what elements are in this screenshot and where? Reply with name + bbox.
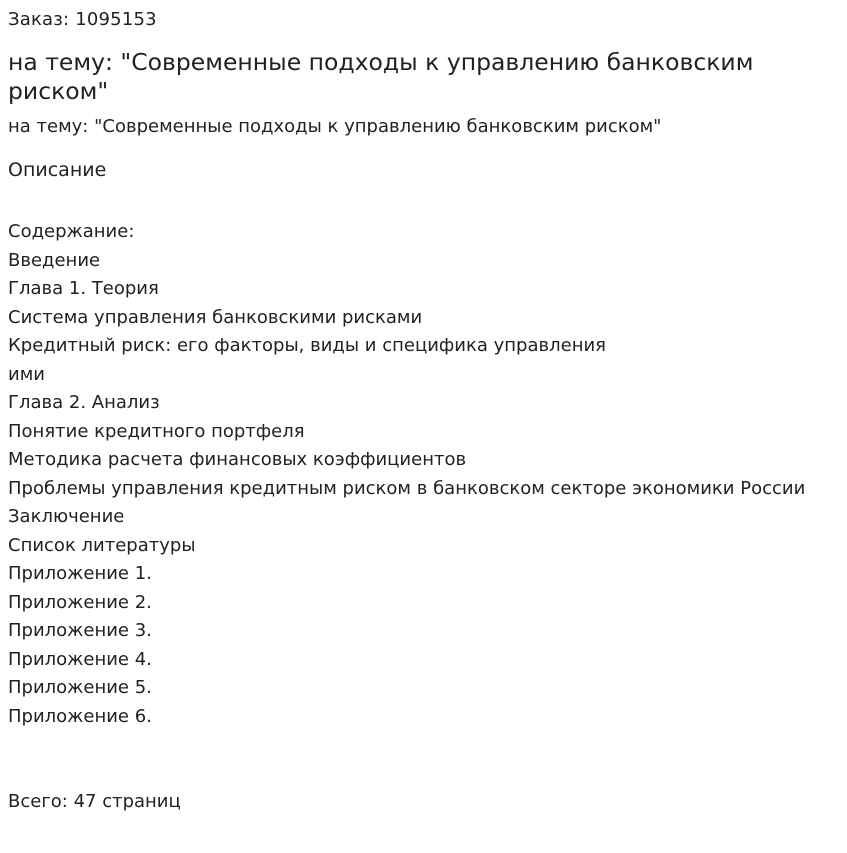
total-pages: Всего: 47 страниц	[8, 791, 181, 812]
contents-item-appendix-6: Приложение 6.	[8, 705, 152, 727]
contents-item-appendix-3: Приложение 3.	[8, 620, 152, 641]
contents-item-credit-risk: Кредитный риск: его факторы, виды и специфика управления ими	[8, 335, 606, 385]
contents-item-risk-management-system: Система управления банковскими рисками	[8, 306, 423, 328]
contents-item-appendix-2: Приложение 2.	[8, 591, 152, 613]
contents-item-chapter-2: Глава 2. Анализ	[8, 392, 160, 413]
contents-item-introduction: Введение	[8, 249, 101, 271]
contents-item-chapter-1: Глава 1. Теория	[8, 278, 159, 299]
table-of-contents	[8, 218, 828, 731]
contents-item-bibliography: Список литературы	[8, 534, 196, 556]
contents-item-credit-portfolio: Понятие кредитного портфеля	[8, 420, 305, 442]
contents-item-financial-ratios: Методика расчета финансовых коэффициентов	[8, 449, 467, 470]
page-title: на тему: "Современные подходы к управлению банковским риском"	[8, 48, 754, 105]
contents-item-appendix-4: Приложение 4.	[8, 648, 152, 670]
description-heading: Описание	[8, 159, 107, 181]
order-number: Заказ: 1095153	[8, 9, 157, 30]
contents-item-credit-risk-problems: Проблемы управления кредитным риском в банковском секторе экономики России	[8, 477, 806, 499]
page-subtitle: на тему: "Современные подходы к управлению банковским риском"	[8, 116, 662, 137]
contents-item-conclusion: Заключение	[8, 506, 125, 527]
contents-heading: Содержание:	[8, 221, 135, 242]
contents-item-appendix-1: Приложение 1.	[8, 563, 152, 584]
contents-item-appendix-5: Приложение 5.	[8, 677, 152, 698]
